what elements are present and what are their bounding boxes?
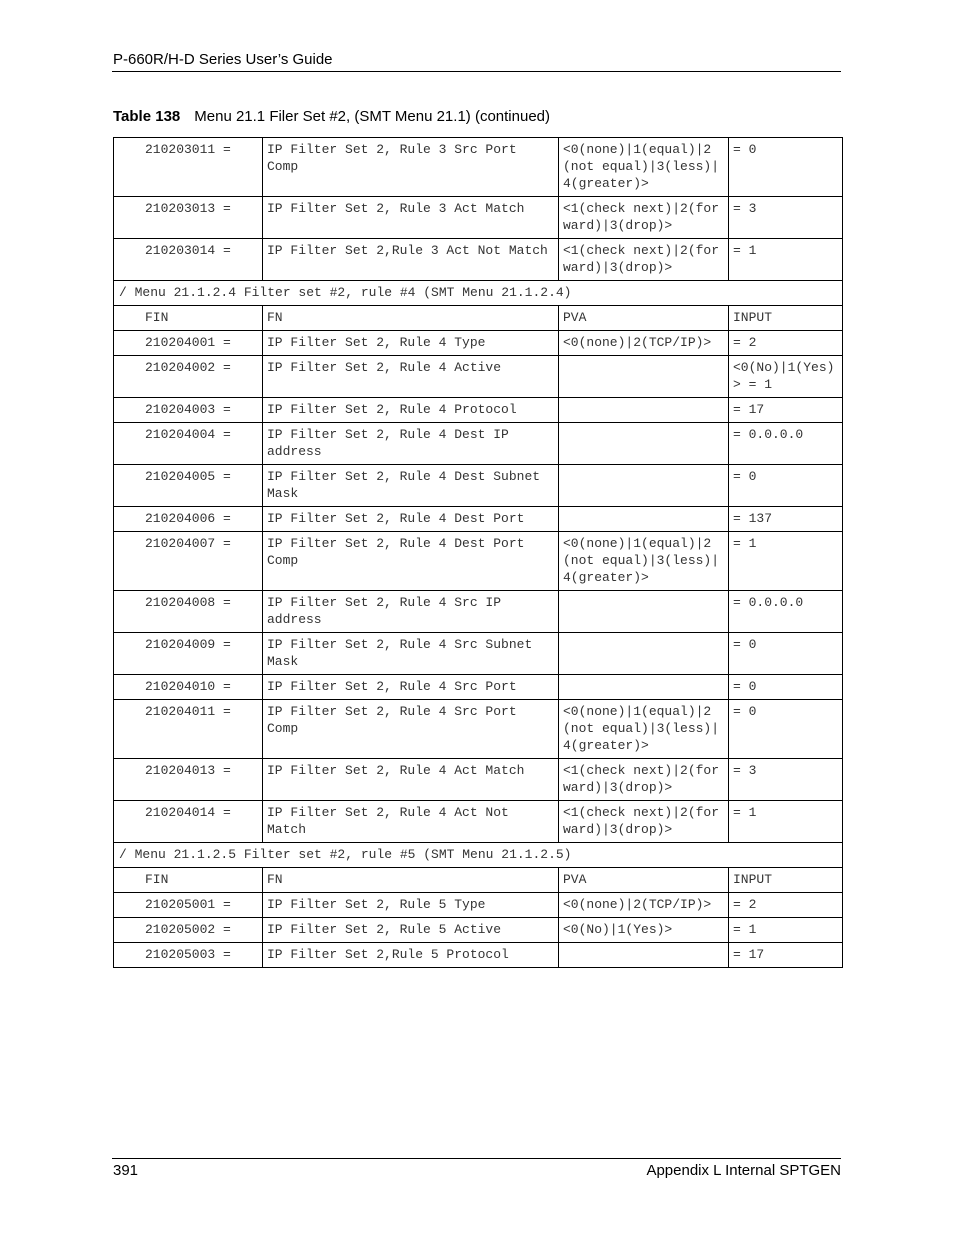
table-row	[114, 356, 843, 398]
fin-cell: 210204009 =	[114, 633, 263, 675]
pva-cell	[559, 398, 729, 423]
fin-cell: 210204014 =	[114, 801, 263, 843]
fin-cell: 210205003 =	[114, 943, 263, 968]
column-header-fin: FIN	[114, 306, 263, 331]
input-cell: <0(No)|1(Yes)> = 1	[729, 356, 843, 398]
column-header-row	[114, 306, 843, 331]
header-rule	[112, 71, 841, 72]
input-cell: = 0	[729, 633, 843, 675]
input-cell: = 3	[729, 759, 843, 801]
table-row	[114, 633, 843, 675]
fn-cell: IP Filter Set 2,Rule 3 Act Not Match	[263, 239, 559, 281]
footer-page-number: 391	[113, 1162, 139, 1179]
fin-cell: 210203013 =	[114, 197, 263, 239]
column-header-fin: FIN	[114, 868, 263, 893]
pva-cell: <0(No)|1(Yes)>	[559, 918, 729, 943]
footer-rule	[112, 1158, 841, 1159]
table-row	[114, 197, 843, 239]
section-title-cell: / Menu 21.1.2.4 Filter set #2, rule #4 (SMT Menu 21.1.2.4)	[114, 281, 843, 306]
table-row	[114, 591, 843, 633]
pva-cell	[559, 423, 729, 465]
table-row	[114, 759, 843, 801]
input-cell: = 2	[729, 331, 843, 356]
section-header-rule-4	[114, 281, 843, 306]
input-cell: = 0	[729, 138, 843, 197]
fn-cell: IP Filter Set 2, Rule 4 Dest Port	[263, 507, 559, 532]
pva-cell	[559, 943, 729, 968]
table-row	[114, 331, 843, 356]
input-cell: = 1	[729, 532, 843, 591]
table-row	[114, 423, 843, 465]
pva-cell	[559, 675, 729, 700]
fin-cell: 210204001 =	[114, 331, 263, 356]
table-row	[114, 398, 843, 423]
table-row	[114, 893, 843, 918]
fn-cell: IP Filter Set 2, Rule 4 Act Not Match	[263, 801, 559, 843]
table-row	[114, 943, 843, 968]
fn-cell: IP Filter Set 2, Rule 4 Dest Port Comp	[263, 532, 559, 591]
table-row	[114, 465, 843, 507]
fn-cell: IP Filter Set 2, Rule 5 Active	[263, 918, 559, 943]
fin-cell: 210204008 =	[114, 591, 263, 633]
input-cell: = 1	[729, 801, 843, 843]
pva-cell: <0(none)|2(TCP/IP)>	[559, 893, 729, 918]
fin-cell: 210205002 =	[114, 918, 263, 943]
fn-cell: IP Filter Set 2, Rule 4 Src IP address	[263, 591, 559, 633]
fin-cell: 210204005 =	[114, 465, 263, 507]
table-row	[114, 675, 843, 700]
table-caption	[113, 108, 550, 125]
pva-cell: <0(none)|2(TCP/IP)>	[559, 331, 729, 356]
pva-cell: <0(none)|1(equal)|2(not equal)|3(less)|4(greater)>	[559, 138, 729, 197]
fin-cell: 210204010 =	[114, 675, 263, 700]
pva-cell	[559, 356, 729, 398]
table-row	[114, 532, 843, 591]
sptgen-table-body	[114, 138, 843, 968]
fn-cell: IP Filter Set 2, Rule 3 Src Port Comp	[263, 138, 559, 197]
table-row	[114, 239, 843, 281]
pva-cell: <1(check next)|2(forward)|3(drop)>	[559, 801, 729, 843]
column-header-pva: PVA	[559, 868, 729, 893]
column-header-pva: PVA	[559, 306, 729, 331]
input-cell: = 1	[729, 918, 843, 943]
fn-cell: IP Filter Set 2, Rule 3 Act Match	[263, 197, 559, 239]
fn-cell: IP Filter Set 2, Rule 4 Dest Subnet Mask	[263, 465, 559, 507]
pva-cell	[559, 591, 729, 633]
input-cell: = 3	[729, 197, 843, 239]
table-caption-text: Menu 21.1 Filer Set #2, (SMT Menu 21.1) (continued)	[194, 108, 550, 125]
input-cell: = 17	[729, 398, 843, 423]
input-cell: = 17	[729, 943, 843, 968]
pva-cell	[559, 633, 729, 675]
fin-cell: 210204011 =	[114, 700, 263, 759]
column-header-fn: FN	[263, 306, 559, 331]
table-row	[114, 700, 843, 759]
input-cell: = 1	[729, 239, 843, 281]
fn-cell: IP Filter Set 2, Rule 4 Active	[263, 356, 559, 398]
column-header-fn: FN	[263, 868, 559, 893]
section-title-cell: / Menu 21.1.2.5 Filter set #2, rule #5 (SMT Menu 21.1.2.5)	[114, 843, 843, 868]
pva-cell	[559, 507, 729, 532]
pva-cell: <1(check next)|2(forward)|3(drop)>	[559, 759, 729, 801]
input-cell: = 137	[729, 507, 843, 532]
table-row	[114, 138, 843, 197]
fn-cell: IP Filter Set 2, Rule 4 Dest IP address	[263, 423, 559, 465]
input-cell: = 0	[729, 465, 843, 507]
pva-cell: <0(none)|1(equal)|2(not equal)|3(less)|4(greater)>	[559, 700, 729, 759]
table-row	[114, 801, 843, 843]
fin-cell: 210205001 =	[114, 893, 263, 918]
fin-cell: 210204006 =	[114, 507, 263, 532]
fin-cell: 210204004 =	[114, 423, 263, 465]
fin-cell: 210203011 =	[114, 138, 263, 197]
fn-cell: IP Filter Set 2, Rule 4 Src Subnet Mask	[263, 633, 559, 675]
fn-cell: IP Filter Set 2, Rule 4 Src Port Comp	[263, 700, 559, 759]
sptgen-table	[113, 137, 843, 968]
table-row	[114, 507, 843, 532]
table-row	[114, 918, 843, 943]
column-header-row	[114, 868, 843, 893]
column-header-input: INPUT	[729, 868, 843, 893]
table-caption-label: Table 138	[113, 108, 181, 125]
fn-cell: IP Filter Set 2, Rule 4 Protocol	[263, 398, 559, 423]
fn-cell: IP Filter Set 2, Rule 4 Act Match	[263, 759, 559, 801]
fn-cell: IP Filter Set 2,Rule 5 Protocol	[263, 943, 559, 968]
fn-cell: IP Filter Set 2, Rule 4 Type	[263, 331, 559, 356]
fin-cell: 210204002 =	[114, 356, 263, 398]
input-cell: = 0	[729, 675, 843, 700]
input-cell: = 0.0.0.0	[729, 591, 843, 633]
input-cell: = 0	[729, 700, 843, 759]
pva-cell: <0(none)|1(equal)|2(not equal)|3(less)|4(greater)>	[559, 532, 729, 591]
pva-cell	[559, 465, 729, 507]
pva-cell: <1(check next)|2(forward)|3(drop)>	[559, 239, 729, 281]
input-cell: = 2	[729, 893, 843, 918]
running-header-title: P-660R/H-D Series User’s Guide	[113, 51, 333, 68]
section-header-rule-5	[114, 843, 843, 868]
pva-cell: <1(check next)|2(forward)|3(drop)>	[559, 197, 729, 239]
fn-cell: IP Filter Set 2, Rule 5 Type	[263, 893, 559, 918]
fin-cell: 210204013 =	[114, 759, 263, 801]
input-cell: = 0.0.0.0	[729, 423, 843, 465]
footer-section: Appendix L Internal SPTGEN	[646, 1162, 841, 1179]
fn-cell: IP Filter Set 2, Rule 4 Src Port	[263, 675, 559, 700]
fin-cell: 210203014 =	[114, 239, 263, 281]
fin-cell: 210204007 =	[114, 532, 263, 591]
fin-cell: 210204003 =	[114, 398, 263, 423]
column-header-input: INPUT	[729, 306, 843, 331]
